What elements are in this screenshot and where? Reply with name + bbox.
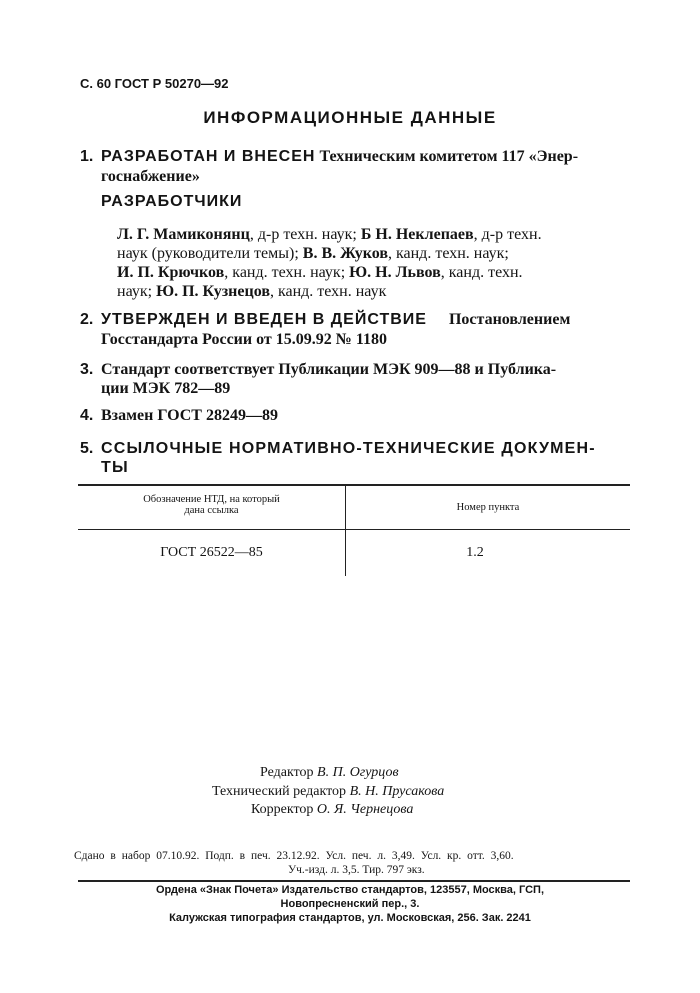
developer-name: Б Н. Неклепаев: [360, 226, 474, 243]
developer-degree: , д-р техн.: [473, 226, 542, 243]
developer-degree: , д-р техн. наук;: [249, 226, 361, 243]
imprint-line-2: Уч.-изд. л. 3,5. Тир. 797 экз.: [288, 864, 425, 876]
item-3-number: 3.: [80, 361, 94, 378]
developer-role: наук (руководители темы);: [117, 245, 303, 262]
item-2-line: [101, 311, 570, 329]
developer-degree: , канд. техн. наук: [269, 283, 387, 300]
table-header-document: [78, 494, 345, 516]
publisher-line-3: Калужская типография стандартов, ул. Московская, 256. Зак. 2241: [169, 912, 531, 924]
editor-name: В. П. Огурцов: [317, 765, 399, 780]
item-1-number: 1.: [80, 148, 94, 165]
item-3-line-1: Стандарт соответствует Публикации МЭК 909—88 и Публика-: [101, 361, 557, 378]
imprint-rule: [78, 880, 630, 882]
developers-line-2: [117, 245, 509, 263]
item-2-lead: УТВЕРЖДЕН И ВВЕДЕН В ДЕЙСТВИЕ: [101, 311, 427, 328]
item-1-rest: Техническим комитетом 117 «Энер-: [319, 148, 579, 165]
developers-heading: РАЗРАБОТЧИКИ: [101, 193, 243, 210]
imprint-line-1: Сдано в набор 07.10.92. Подп. в печ. 23.12.92. Усл. печ. л. 3,49. Усл. кр. отт. 3,60.: [74, 850, 514, 862]
item-4-number: 4.: [80, 407, 94, 424]
item-4-text: Взамен ГОСТ 28249—89: [101, 407, 278, 424]
editor-label: Редактор: [260, 765, 314, 780]
item-1-lead: РАЗРАБОТАН И ВНЕСЕН: [101, 148, 316, 165]
table-cell-clause: 1.2: [466, 545, 484, 560]
table-column-divider: [345, 486, 346, 576]
publisher-line-2: Новопресненский пер., 3.: [280, 898, 420, 910]
corrector-label: Корректор: [251, 802, 314, 817]
corrector-name: О. Я. Чернецова: [316, 802, 414, 817]
item-2-number: 2.: [80, 311, 94, 328]
item-5-number: 5.: [80, 440, 94, 457]
table-header-document-line-1: Обозначение НТД, на который: [143, 494, 280, 505]
table-header-rule: [78, 529, 630, 530]
developer-name: Л. Г. Мамиконянц: [117, 226, 250, 243]
item-5-line-1: ССЫЛОЧНЫЕ НОРМАТИВНО-ТЕХНИЧЕСКИЕ ДОКУМЕН-: [101, 440, 596, 457]
editor-credit: [260, 765, 399, 781]
item-1-line: [101, 148, 578, 166]
developer-name: И. П. Крючков: [117, 264, 225, 281]
developer-name: Ю. П. Кузнецов: [156, 283, 270, 300]
item-5-line-2: ТЫ: [101, 459, 129, 476]
publisher-line-1: Ордена «Знак Почета» Издательство стандартов, 123557, Москва, ГСП,: [155, 884, 545, 896]
page-header: С. 60 ГОСТ Р 50270—92: [80, 76, 229, 91]
developers-line-3: [117, 264, 523, 282]
table-header-clause: Номер пункта: [456, 502, 520, 513]
developer-name: Ю. Н. Львов: [349, 264, 441, 281]
developer-degree: , канд. техн. наук;: [387, 245, 509, 262]
tech-editor-name: В. Н. Прусакова: [349, 784, 445, 799]
developer-degree: наук;: [117, 283, 157, 300]
tech-editor-credit: [212, 784, 444, 800]
item-1-cont: госнабжение»: [101, 168, 200, 185]
developer-name: В. В. Жуков: [302, 245, 388, 262]
corrector-credit: [251, 802, 413, 818]
item-2-rest: Постановлением: [448, 311, 571, 328]
item-3-line-2: ции МЭК 782—89: [101, 380, 231, 397]
developers-line-4: [117, 283, 386, 301]
developer-degree: , канд. техн.: [440, 264, 523, 281]
item-2-cont: Госстандарта России от 15.09.92 № 1180: [101, 331, 387, 348]
page-title: ИНФОРМАЦИОННЫЕ ДАННЫЕ: [203, 108, 497, 127]
table-cell-document: ГОСТ 26522—85: [160, 545, 263, 560]
developer-degree: , канд. техн. наук;: [224, 264, 350, 281]
table-top-rule: [78, 484, 630, 486]
developers-line-1: [117, 226, 542, 244]
tech-editor-label: Технический редактор: [212, 784, 347, 799]
table-header-document-line-2: дана ссылка: [184, 505, 239, 516]
